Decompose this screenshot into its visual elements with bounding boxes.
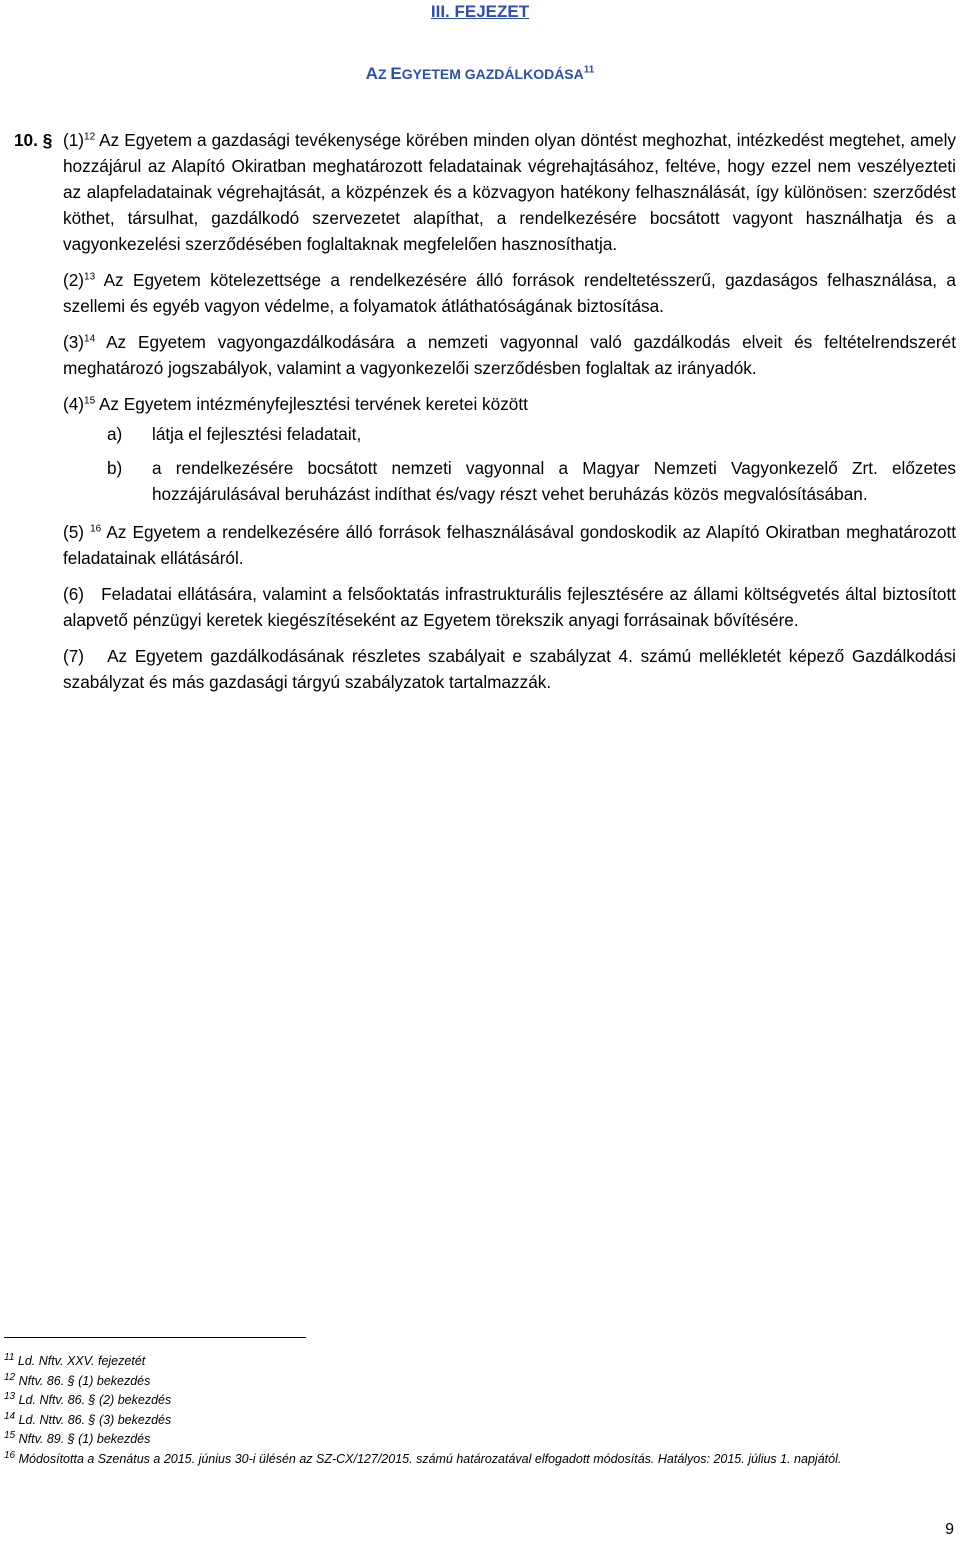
footnote-separator [4, 1337, 306, 1338]
section-title-part-z: Z [377, 66, 391, 82]
article-number-text: 10. [14, 130, 38, 150]
paragraph-text: Az Egyetem vagyongazdálkodására a nemzeti vagyonnal való gazdálkodás elveit és feltételrendszerét meghatározó jogszabályok, valamint a vagyonkezelői szerződésben foglaltak az irányadók. [63, 332, 956, 378]
paragraph-text: Feladatai ellátására, valamint a felsőoktatás infrastrukturális fejlesztésére az állami költségvetés által biztosított alapvető pénzügyi keretek kiegészítéseként az Egyetem törekszik anyagi forrásainak bővítésére. [63, 584, 957, 630]
footnote [4, 1411, 944, 1431]
list-item-text: a rendelkezésére bocsátott nemzeti vagyonnal a Magyar Nemzeti Vagyonkezelő Zrt. előzetes hozzájárulásával beruházást indíthat és/vagy részt vehet beruházás közös megvalósításában. [152, 458, 956, 504]
chapter-heading [0, 2, 960, 22]
footnote [4, 1450, 944, 1470]
footnote-text: Ld. Nftv. XXV. fejezetét [14, 1354, 146, 1368]
chapter-title: III. FEJEZET [430, 2, 530, 21]
list-item-a [63, 421, 956, 447]
paragraph-label: (4) [63, 394, 85, 414]
paragraph-1 [63, 127, 956, 257]
footnote-number: 11 [4, 1351, 15, 1363]
paragraph-5 [63, 519, 956, 571]
paragraph-text: Az Egyetem gazdálkodásának részletes szabályait e szabályzat 4. számú mellékletét képező Gazdálkodási szabályzat és más gazdasági tárgyú szabályzatok tartalmazzák. [63, 646, 956, 692]
paragraph-text: Az Egyetem kötelezettsége a rendelkezésére álló források rendeltetésszerű, gazdaságos felhasználása, a szellemi és egyéb vagyon védelme, a folyamatok átláthatóságának biztosítása. [63, 270, 956, 316]
section-title-rest: GYETEM GAZDÁLKODÁSA [401, 66, 584, 82]
paragraph-text: Az Egyetem intézményfejlesztési tervének keretei között [95, 394, 528, 414]
paragraph-4 [63, 391, 956, 417]
section-sign: § [42, 130, 53, 150]
paragraph-label: (6) [63, 584, 85, 604]
article-body [63, 127, 956, 705]
paragraph-label: (1) [63, 130, 85, 150]
footnote [4, 1430, 944, 1450]
paragraph-6 [63, 581, 956, 633]
footnote-text: Ld. Nftv. 86. § (2) bekezdés [15, 1393, 172, 1407]
footnote-text: Nftv. 86. § (1) bekezdés [15, 1373, 151, 1388]
list-item-text: látja el fejlesztési feladatait, [152, 424, 362, 444]
footnote-ref[interactable]: 16 [90, 523, 102, 535]
paragraph-3 [63, 329, 956, 381]
article-number [14, 127, 52, 153]
footnote [4, 1391, 944, 1411]
paragraph-label: (3) [63, 332, 85, 352]
footnote [4, 1352, 944, 1372]
footnote-number: 16 [4, 1449, 16, 1461]
footnote-ref[interactable]: 14 [84, 333, 96, 345]
footnote-number: 15 [4, 1429, 16, 1441]
footnote-number: 13 [4, 1390, 16, 1402]
paragraph-label: (5) [63, 522, 85, 542]
section-title-initial-a: A [365, 64, 378, 83]
list-marker: b) [107, 458, 123, 478]
footnote-text: Módosította a Szenátus a 2015. június 30-i ülésén az SZ-CX/127/2015. számú határozatával elfogadott módosítás. Hatályos: 2015. július 1. napjától. [15, 1451, 842, 1466]
paragraph-text: Az Egyetem a gazdasági tevékenysége körében minden olyan döntést meghozhat, intézkedést megtehet, amely hozzájárul az Alapító Okiratban meghatározott feladatainak végrehajtásához, feltéve, hogy ezzel nem veszélyezteti az alapfeladatainak végrehajtását, a közpénzek és a közvagyon hatékony felhasználását, így különösen: szerződést köthet, társulhat, gazdálkodó szervezetet alapíthat, a rendelkezésére bocsátott vagyont használhatja és a vagyonkezelési szerződésében foglaltaknak megfelelően hasznosíthatja. [63, 130, 956, 254]
section-title-initial-e: E [390, 64, 402, 83]
page-number: 9 [945, 1521, 954, 1538]
paragraph-label: (2) [63, 270, 85, 290]
list-marker: a) [107, 424, 123, 444]
footnote [4, 1372, 944, 1392]
paragraph-label: (7) [63, 646, 85, 666]
section-heading [0, 64, 960, 84]
paragraph-7 [63, 643, 956, 695]
paragraph-text: Az Egyetem a rendelkezésére álló források felhasználásával gondoskodik az Alapító Okiratban meghatározott feladatainak ellátásáról. [63, 522, 956, 568]
footnote-ref[interactable]: 13 [84, 271, 96, 283]
footnote-ref[interactable]: 11 [583, 64, 595, 76]
footnote-text: Nftv. 89. § (1) bekezdés [15, 1432, 151, 1446]
list-item-b [63, 455, 956, 507]
footnote-number: 12 [4, 1371, 16, 1383]
footnote-ref[interactable]: 12 [84, 131, 96, 143]
footnote-number: 14 [4, 1410, 16, 1422]
footnote-text: Ld. Nttv. 86. § (3) bekezdés [15, 1412, 172, 1427]
footnote-ref[interactable]: 15 [84, 395, 96, 407]
paragraph-2 [63, 267, 956, 319]
footnotes [4, 1352, 944, 1469]
